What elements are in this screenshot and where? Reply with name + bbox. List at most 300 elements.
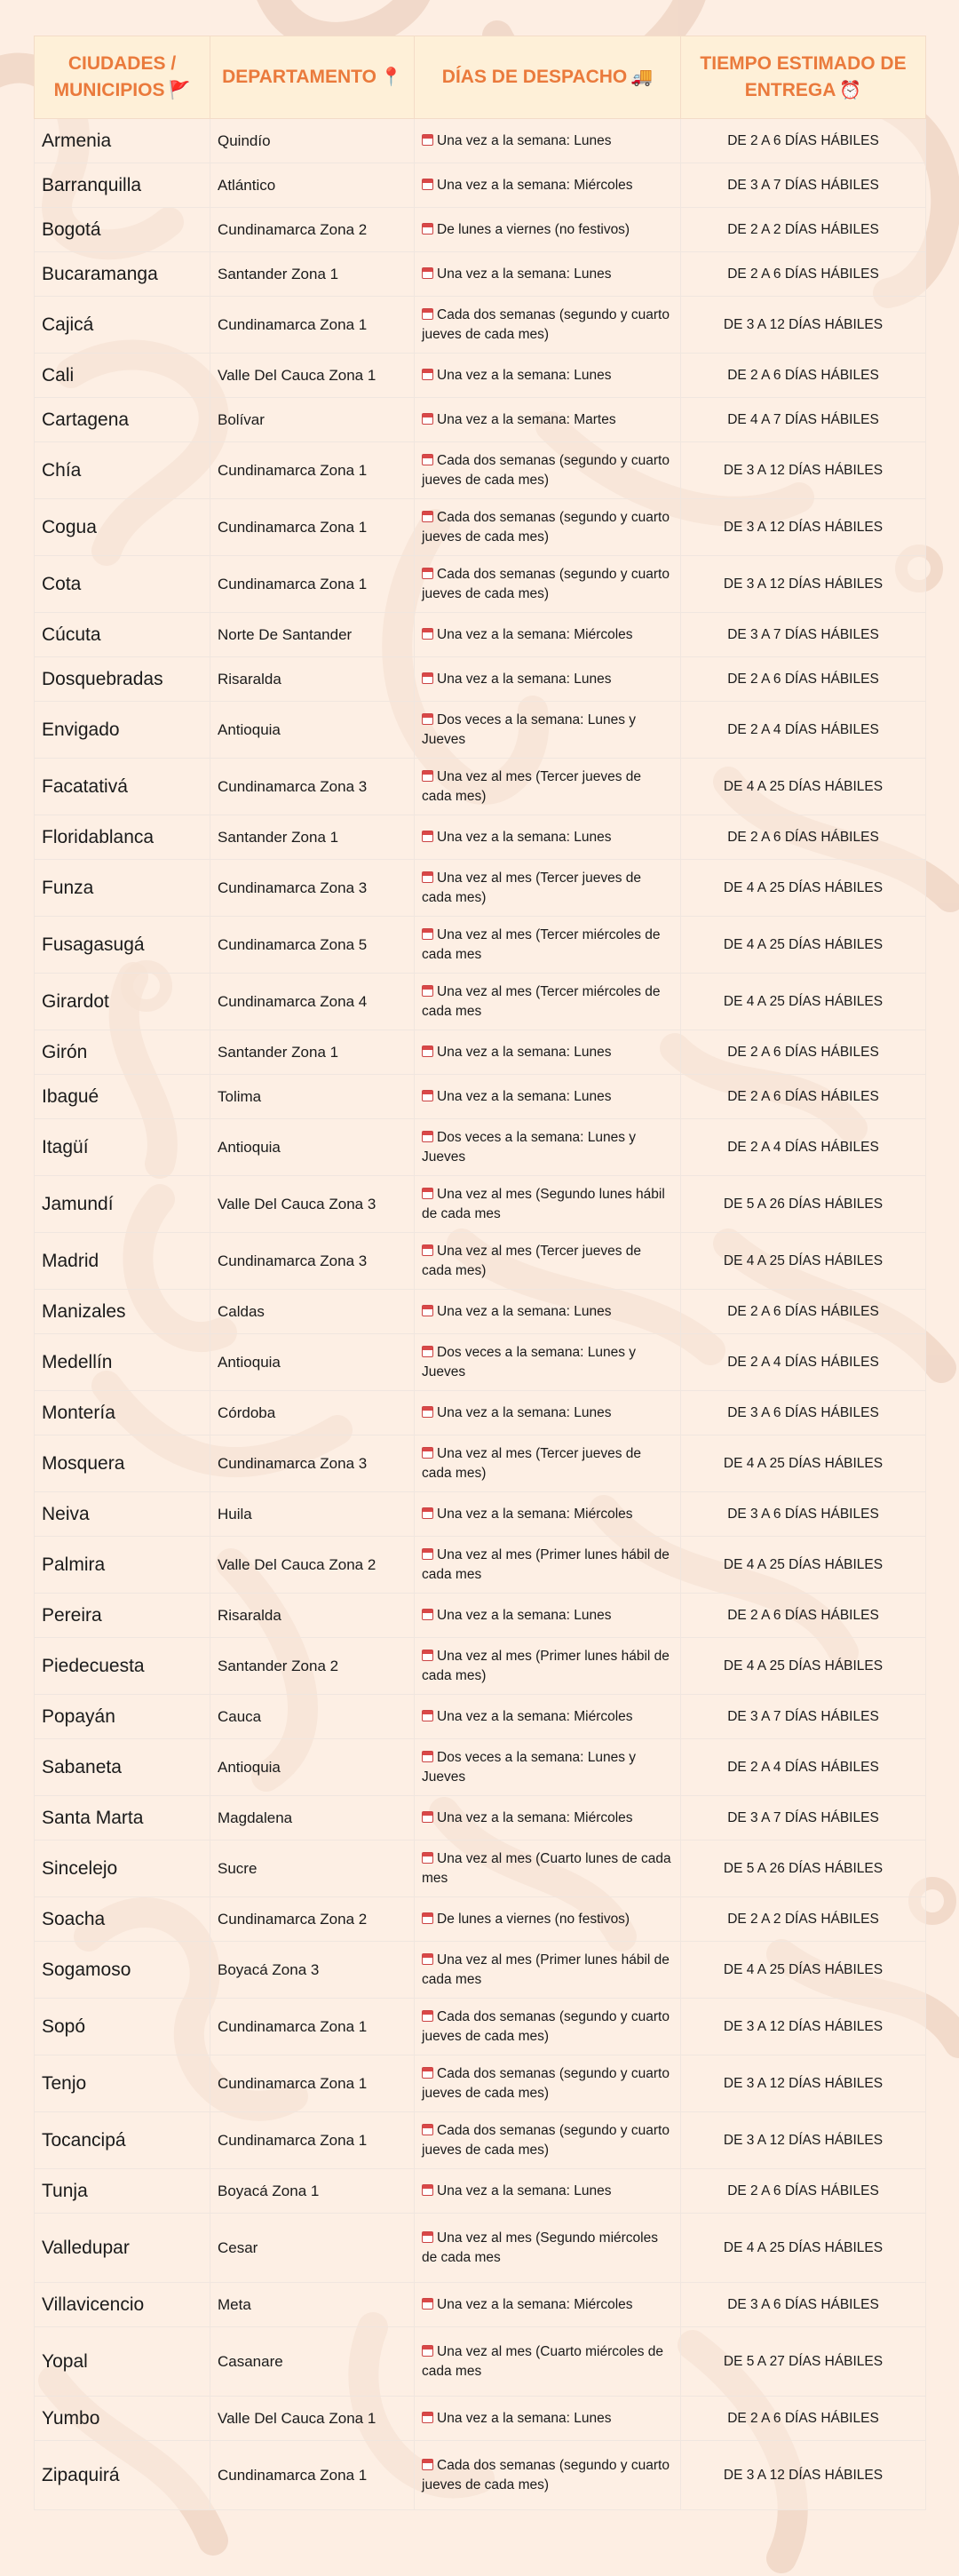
- delivery-time: DE 3 A 12 DÍAS HÁBILES: [723, 2018, 884, 2034]
- department-name: Tolima: [218, 1087, 262, 1105]
- delivery-cell: [681, 1233, 926, 1290]
- table-row: [35, 613, 926, 657]
- delivery-time: DE 4 A 7 DÍAS HÁBILES: [727, 411, 879, 427]
- city-cell: [35, 1334, 210, 1391]
- dispatch-text: Cada dos semanas (segundo y cuarto jueves de cada mes): [422, 2008, 670, 2044]
- city-name: Manizales: [42, 1300, 126, 1322]
- delivery-cell: [681, 1594, 926, 1638]
- table-row: [35, 1119, 926, 1176]
- dispatch-cell: [415, 297, 681, 354]
- dispatch-text: Cada dos semanas (segundo y cuarto jueves de cada mes): [422, 2457, 670, 2493]
- city-cell: [35, 2214, 210, 2283]
- department-name: Cundinamarca Zona 3: [218, 777, 368, 795]
- department-name: Huila: [218, 1505, 252, 1523]
- table-row: [35, 917, 926, 974]
- department-name: Cundinamarca Zona 1: [218, 2017, 368, 2035]
- table-row: [35, 1897, 926, 1942]
- dispatch-cell: [415, 815, 681, 860]
- city-name: Tenjo: [42, 2072, 87, 2094]
- calendar-icon: [422, 1305, 433, 1316]
- dispatch-cell: [415, 354, 681, 398]
- dispatch-text: Una vez al mes (Tercer jueves de cada mes): [422, 1243, 642, 1278]
- delivery-time: DE 4 A 25 DÍAS HÁBILES: [723, 993, 884, 1009]
- delivery-time: DE 4 A 25 DÍAS HÁBILES: [723, 1556, 884, 1572]
- table-row: [35, 252, 926, 297]
- delivery-time: DE 4 A 25 DÍAS HÁBILES: [723, 2239, 884, 2255]
- dispatch-text: Dos veces a la semana: Lunes y Jueves: [422, 1344, 637, 1379]
- table-row: [35, 1999, 926, 2055]
- city-cell: [35, 208, 210, 252]
- city-cell: [35, 442, 210, 499]
- table-row: [35, 2169, 926, 2214]
- calendar-icon: [422, 2184, 433, 2196]
- dispatch-text: Una vez al mes (Segundo lunes hábil de cada mes: [422, 1186, 665, 1221]
- delivery-cell: [681, 657, 926, 702]
- department-name: Risaralda: [218, 1606, 281, 1624]
- delivery-cell: [681, 442, 926, 499]
- city-cell: [35, 252, 210, 297]
- city-name: Girardot: [42, 990, 109, 1012]
- delivery-time: DE 4 A 25 DÍAS HÁBILES: [723, 1252, 884, 1268]
- delivery-time: DE 3 A 6 DÍAS HÁBILES: [727, 2296, 879, 2312]
- department-name: Valle Del Cauca Zona 1: [218, 2409, 376, 2427]
- table-row: [35, 657, 926, 702]
- department-cell: [210, 2112, 415, 2169]
- city-name: Bucaramanga: [42, 263, 158, 284]
- department-cell: [210, 119, 415, 163]
- city-cell: [35, 1942, 210, 1999]
- delivery-time: DE 2 A 6 DÍAS HÁBILES: [727, 2410, 879, 2426]
- dispatch-text: Una vez a la semana: Miércoles: [437, 626, 633, 642]
- delivery-cell: [681, 1290, 926, 1334]
- department-cell: [210, 1119, 415, 1176]
- department-name: Córdoba: [218, 1403, 276, 1421]
- delivery-time: DE 2 A 2 DÍAS HÁBILES: [727, 1911, 879, 1927]
- city-cell: [35, 759, 210, 815]
- dispatch-cell: [415, 2283, 681, 2327]
- delivery-cell: [681, 398, 926, 442]
- calendar-icon: [422, 2298, 433, 2310]
- delivery-cell: [681, 1075, 926, 1119]
- delivery-time: DE 3 A 12 DÍAS HÁBILES: [723, 2075, 884, 2091]
- dispatch-text: Una vez a la semana: Miércoles: [437, 1809, 633, 1825]
- dispatch-cell: [415, 1537, 681, 1594]
- dispatch-cell: [415, 759, 681, 815]
- department-cell: [210, 1391, 415, 1435]
- dispatch-text: Una vez a la semana: Lunes: [437, 132, 612, 148]
- city-name: Barranquilla: [42, 174, 142, 195]
- dispatch-cell: [415, 1492, 681, 1537]
- delivery-cell: [681, 208, 926, 252]
- department-name: Norte De Santander: [218, 625, 353, 643]
- header-dispatch-days: [415, 36, 681, 119]
- city-cell: [35, 1897, 210, 1942]
- city-cell: [35, 2441, 210, 2510]
- delivery-time: DE 5 A 27 DÍAS HÁBILES: [723, 2353, 884, 2369]
- city-name: Cajicá: [42, 314, 94, 335]
- department-name: Cesar: [218, 2238, 258, 2256]
- city-cell: [35, 1391, 210, 1435]
- header-cities: [35, 36, 210, 119]
- delivery-cell: [681, 1119, 926, 1176]
- city-name: Popayán: [42, 1705, 115, 1727]
- city-name: Dosquebradas: [42, 668, 163, 689]
- table-row: [35, 1841, 926, 1897]
- table-row: [35, 702, 926, 759]
- table-row: [35, 442, 926, 499]
- header-delivery-time: [681, 36, 926, 119]
- city-cell: [35, 2327, 210, 2397]
- city-cell: [35, 119, 210, 163]
- delivery-cell: [681, 556, 926, 613]
- dispatch-cell: [415, 657, 681, 702]
- calendar-icon: [422, 1852, 433, 1864]
- dispatch-text: Dos veces a la semana: Lunes y Jueves: [422, 1129, 637, 1165]
- dispatch-text: Una vez a la semana: Lunes: [437, 1088, 612, 1104]
- header-department: [210, 36, 415, 119]
- calendar-icon: [422, 871, 433, 883]
- department-name: Boyacá Zona 3: [218, 1960, 320, 1978]
- delivery-cell: [681, 252, 926, 297]
- city-name: Ibagué: [42, 1085, 99, 1107]
- city-cell: [35, 556, 210, 613]
- dispatch-text: Una vez a la semana: Miércoles: [437, 1506, 633, 1522]
- dispatch-text: Una vez al mes (Cuarto miércoles de cada mes: [422, 2343, 663, 2379]
- dispatch-cell: [415, 1391, 681, 1435]
- flag-icon: 🚩: [168, 81, 191, 100]
- delivery-cell: [681, 1695, 926, 1739]
- city-name: Tocancipá: [42, 2129, 126, 2151]
- calendar-icon: [422, 369, 433, 380]
- table-row: [35, 2397, 926, 2441]
- city-name: Yopal: [42, 2350, 88, 2372]
- truck-icon: 🚚: [630, 68, 654, 87]
- city-cell: [35, 1537, 210, 1594]
- delivery-time: DE 4 A 25 DÍAS HÁBILES: [723, 1658, 884, 1674]
- dispatch-cell: [415, 1075, 681, 1119]
- table-row: [35, 2112, 926, 2169]
- dispatch-cell: [415, 252, 681, 297]
- dispatch-text: Una vez a la semana: Lunes: [437, 2182, 612, 2198]
- dispatch-text: Una vez al mes (Tercer miércoles de cada mes: [422, 926, 661, 962]
- city-cell: [35, 2397, 210, 2441]
- department-cell: [210, 1942, 415, 1999]
- calendar-icon: [422, 267, 433, 279]
- department-name: Antioquia: [218, 1138, 281, 1156]
- delivery-cell: [681, 2397, 926, 2441]
- city-name: Chía: [42, 459, 82, 481]
- dispatch-text: Una vez al mes (Tercer jueves de cada mes): [422, 1445, 642, 1481]
- dispatch-text: Una vez a la semana: Lunes: [437, 2410, 612, 2426]
- city-name: Armenia: [42, 130, 112, 151]
- delivery-time: DE 3 A 6 DÍAS HÁBILES: [727, 1506, 879, 1522]
- delivery-cell: [681, 297, 926, 354]
- city-cell: [35, 1638, 210, 1695]
- calendar-icon: [422, 770, 433, 782]
- dispatch-cell: [415, 1942, 681, 1999]
- department-cell: [210, 1841, 415, 1897]
- delivery-cell: [681, 2214, 926, 2283]
- department-cell: [210, 1492, 415, 1537]
- table-row: [35, 1739, 926, 1796]
- delivery-time: DE 2 A 4 DÍAS HÁBILES: [727, 721, 879, 737]
- calendar-icon: [422, 1188, 433, 1199]
- department-cell: [210, 1594, 415, 1638]
- dispatch-cell: [415, 1695, 681, 1739]
- dispatch-text: Una vez a la semana: Lunes: [437, 829, 612, 845]
- delivery-time: DE 4 A 25 DÍAS HÁBILES: [723, 936, 884, 952]
- city-cell: [35, 657, 210, 702]
- city-name: Madrid: [42, 1250, 99, 1271]
- dispatch-cell: [415, 974, 681, 1030]
- delivery-time: DE 2 A 6 DÍAS HÁBILES: [727, 1607, 879, 1623]
- dispatch-text: Dos veces a la semana: Lunes y Jueves: [422, 1749, 637, 1785]
- delivery-cell: [681, 974, 926, 1030]
- delivery-time: DE 3 A 12 DÍAS HÁBILES: [723, 316, 884, 332]
- city-cell: [35, 398, 210, 442]
- dispatch-cell: [415, 2327, 681, 2397]
- delivery-cell: [681, 1492, 926, 1537]
- department-name: Quindío: [218, 131, 271, 149]
- department-name: Valle Del Cauca Zona 2: [218, 1555, 376, 1573]
- delivery-time: DE 5 A 26 DÍAS HÁBILES: [723, 1860, 884, 1876]
- dispatch-cell: [415, 2112, 681, 2169]
- delivery-cell: [681, 1841, 926, 1897]
- dispatch-text: Una vez a la semana: Lunes: [437, 1404, 612, 1420]
- table-row: [35, 208, 926, 252]
- dispatch-text: Una vez a la semana: Lunes: [437, 1303, 612, 1319]
- delivery-time: DE 3 A 12 DÍAS HÁBILES: [723, 2132, 884, 2148]
- department-cell: [210, 252, 415, 297]
- calendar-icon: [422, 2345, 433, 2357]
- dispatch-cell: [415, 208, 681, 252]
- table-row: [35, 974, 926, 1030]
- city-cell: [35, 1290, 210, 1334]
- department-cell: [210, 1435, 415, 1492]
- dispatch-text: Cada dos semanas (segundo y cuarto jueves de cada mes): [422, 2122, 670, 2158]
- delivery-cell: [681, 163, 926, 208]
- calendar-icon: [422, 831, 433, 842]
- table-container: [34, 36, 925, 2510]
- department-cell: [210, 1897, 415, 1942]
- department-cell: [210, 657, 415, 702]
- city-cell: [35, 815, 210, 860]
- delivery-cell: [681, 499, 926, 556]
- delivery-time: DE 2 A 2 DÍAS HÁBILES: [727, 221, 879, 237]
- dispatch-text: Cada dos semanas (segundo y cuarto jueves de cada mes): [422, 509, 670, 545]
- city-name: Soacha: [42, 1908, 106, 1929]
- header-row: [35, 36, 926, 119]
- city-name: Piedecuesta: [42, 1655, 145, 1676]
- department-name: Cundinamarca Zona 4: [218, 992, 368, 1010]
- delivery-cell: [681, 815, 926, 860]
- city-cell: [35, 354, 210, 398]
- dispatch-text: Una vez al mes (Primer lunes hábil de cada mes: [422, 1546, 670, 1582]
- city-cell: [35, 1739, 210, 1796]
- delivery-cell: [681, 1999, 926, 2055]
- department-cell: [210, 1796, 415, 1841]
- delivery-cell: [681, 1030, 926, 1075]
- calendar-icon: [422, 1548, 433, 1560]
- city-cell: [35, 1176, 210, 1233]
- city-cell: [35, 1594, 210, 1638]
- header-department-label: DEPARTAMENTO: [222, 67, 376, 87]
- delivery-time: DE 4 A 25 DÍAS HÁBILES: [723, 1961, 884, 1977]
- department-name: Cundinamarca Zona 1: [218, 518, 368, 536]
- department-cell: [210, 1030, 415, 1075]
- table-row: [35, 2327, 926, 2397]
- city-name: Cartagena: [42, 409, 130, 430]
- department-cell: [210, 354, 415, 398]
- table-row: [35, 2055, 926, 2112]
- city-name: Cogua: [42, 516, 97, 537]
- department-cell: [210, 2214, 415, 2283]
- header-delivery-label: TIEMPO ESTIMADO DE ENTREGA: [700, 53, 907, 100]
- city-name: Sabaneta: [42, 1756, 122, 1777]
- dispatch-text: Una vez a la semana: Lunes: [437, 1044, 612, 1060]
- dispatch-cell: [415, 1119, 681, 1176]
- dispatch-cell: [415, 1435, 681, 1492]
- department-cell: [210, 815, 415, 860]
- city-name: Facatativá: [42, 775, 128, 797]
- table-row: [35, 2441, 926, 2510]
- table-row: [35, 556, 926, 613]
- department-name: Risaralda: [218, 670, 281, 688]
- calendar-icon: [422, 223, 433, 235]
- calendar-icon: [422, 1710, 433, 1721]
- delivery-cell: [681, 1391, 926, 1435]
- dispatch-cell: [415, 163, 681, 208]
- city-cell: [35, 2055, 210, 2112]
- calendar-icon: [422, 2124, 433, 2135]
- delivery-time: DE 2 A 6 DÍAS HÁBILES: [727, 829, 879, 845]
- dispatch-cell: [415, 2169, 681, 2214]
- calendar-icon: [422, 628, 433, 640]
- table-row: [35, 1435, 926, 1492]
- department-cell: [210, 2397, 415, 2441]
- dispatch-text: Una vez al mes (Primer lunes hábil de cada mes): [422, 1648, 670, 1683]
- department-name: Valle Del Cauca Zona 1: [218, 366, 376, 384]
- calendar-icon: [422, 413, 433, 425]
- department-name: Boyacá Zona 1: [218, 2182, 320, 2199]
- delivery-time: DE 2 A 6 DÍAS HÁBILES: [727, 2182, 879, 2198]
- table-row: [35, 1638, 926, 1695]
- table-row: [35, 1334, 926, 1391]
- city-cell: [35, 1075, 210, 1119]
- city-name: Cali: [42, 364, 75, 386]
- department-name: Casanare: [218, 2352, 283, 2370]
- delivery-time: DE 3 A 12 DÍAS HÁBILES: [723, 576, 884, 592]
- table-row: [35, 297, 926, 354]
- delivery-cell: [681, 1638, 926, 1695]
- header-dispatch-label: DÍAS DE DESPACHO: [441, 67, 628, 87]
- delivery-time: DE 2 A 6 DÍAS HÁBILES: [727, 266, 879, 282]
- dispatch-cell: [415, 1796, 681, 1841]
- calendar-icon: [422, 1751, 433, 1762]
- calendar-icon: [422, 1406, 433, 1418]
- delivery-cell: [681, 702, 926, 759]
- table-row: [35, 1537, 926, 1594]
- calendar-icon: [422, 1507, 433, 1519]
- dispatch-cell: [415, 398, 681, 442]
- table-row: [35, 2283, 926, 2327]
- city-name: Cota: [42, 573, 82, 594]
- city-name: Sincelejo: [42, 1857, 118, 1879]
- city-cell: [35, 917, 210, 974]
- table-row: [35, 1594, 926, 1638]
- calendar-icon: [422, 1811, 433, 1823]
- delivery-cell: [681, 1739, 926, 1796]
- department-cell: [210, 1290, 415, 1334]
- table-row: [35, 1075, 926, 1119]
- delivery-cell: [681, 1942, 926, 1999]
- dispatch-text: Cada dos semanas (segundo y cuarto jueves de cada mes): [422, 2065, 670, 2101]
- city-cell: [35, 1119, 210, 1176]
- department-cell: [210, 556, 415, 613]
- dispatch-cell: [415, 1233, 681, 1290]
- dispatch-cell: [415, 917, 681, 974]
- dispatch-text: Cada dos semanas (segundo y cuarto jueves de cada mes): [422, 306, 670, 342]
- table-body: [35, 119, 926, 2510]
- delivery-time: DE 4 A 25 DÍAS HÁBILES: [723, 1455, 884, 1471]
- department-cell: [210, 974, 415, 1030]
- city-name: Fusagasugá: [42, 934, 145, 955]
- delivery-time: DE 2 A 6 DÍAS HÁBILES: [727, 132, 879, 148]
- delivery-time: DE 2 A 6 DÍAS HÁBILES: [727, 1088, 879, 1104]
- calendar-icon: [422, 713, 433, 725]
- department-cell: [210, 442, 415, 499]
- pin-icon: 📍: [379, 68, 402, 87]
- department-cell: [210, 297, 415, 354]
- dispatch-text: Una vez a la semana: Miércoles: [437, 2296, 633, 2312]
- calendar-icon: [422, 1131, 433, 1142]
- city-name: Tunja: [42, 2180, 88, 2201]
- department-cell: [210, 1075, 415, 1119]
- delivery-time: DE 2 A 6 DÍAS HÁBILES: [727, 1303, 879, 1319]
- delivery-time: DE 3 A 7 DÍAS HÁBILES: [727, 1708, 879, 1724]
- dispatch-text: Una vez al mes (Segundo miércoles de cada mes: [422, 2230, 658, 2265]
- department-cell: [210, 860, 415, 917]
- dispatch-cell: [415, 1897, 681, 1942]
- department-cell: [210, 1334, 415, 1391]
- department-name: Santander Zona 1: [218, 265, 339, 282]
- city-cell: [35, 1999, 210, 2055]
- delivery-time: DE 2 A 4 DÍAS HÁBILES: [727, 1139, 879, 1155]
- delivery-table: [34, 36, 926, 2510]
- calendar-icon: [422, 1447, 433, 1459]
- dispatch-cell: [415, 860, 681, 917]
- table-row: [35, 759, 926, 815]
- calendar-icon: [422, 1953, 433, 1965]
- city-name: Bogotá: [42, 219, 101, 240]
- calendar-icon: [422, 1912, 433, 1924]
- table-row: [35, 398, 926, 442]
- department-name: Cundinamarca Zona 1: [218, 2131, 368, 2149]
- delivery-cell: [681, 759, 926, 815]
- department-cell: [210, 1233, 415, 1290]
- city-name: Sopó: [42, 2015, 86, 2037]
- calendar-icon: [422, 1650, 433, 1661]
- department-name: Santander Zona 2: [218, 1657, 339, 1674]
- city-name: Funza: [42, 877, 94, 898]
- delivery-time: DE 2 A 4 DÍAS HÁBILES: [727, 1354, 879, 1370]
- city-name: Itagüí: [42, 1136, 89, 1157]
- delivery-cell: [681, 1796, 926, 1841]
- city-name: Jamundí: [42, 1193, 114, 1214]
- delivery-cell: [681, 917, 926, 974]
- dispatch-cell: [415, 442, 681, 499]
- table-row: [35, 1796, 926, 1841]
